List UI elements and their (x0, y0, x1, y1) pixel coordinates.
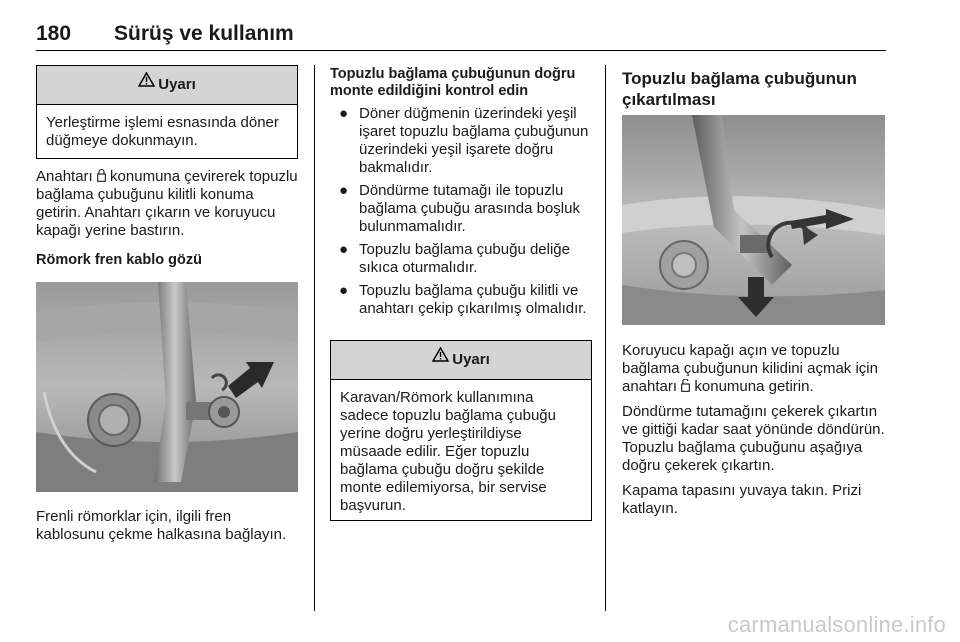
list-item: ● Döner düğmenin üzerindeki yeşil işaret topuzlu bağlama çubuğunun üzerindeki yeşil işarete doğru bakmalıdır. (339, 105, 589, 176)
header-divider (36, 50, 886, 51)
warning-text: Karavan/Römork kullanımına sadece topuzlu bağlama çubuğu yerine doğru yerleştirildiyse müsaade edilir. Eğer topuzlu bağlama çubuğu doğru şekilde monte edilemiyorsa, bir servise başvurun. (340, 389, 556, 514)
section-title: Sürüş ve kullanım (114, 22, 294, 45)
page-number: 180 (36, 22, 72, 45)
brake-cable-eye-figure (36, 282, 298, 492)
list-item: ● Topuzlu bağlama çubuğu deliğe sıkıca oturmalıdır. (339, 241, 570, 276)
unlock-key-icon (681, 379, 690, 392)
warning-title: Uyarı (452, 351, 490, 368)
removal-figure (622, 115, 885, 325)
watermark: carmanualsonline.info (727, 612, 946, 637)
warning-box-left (36, 65, 298, 159)
warning-text: Yerleştirme işlemi esnasında döner düğmeye dokunmayın. (46, 114, 279, 149)
warning-triangle-icon (138, 64, 155, 102)
list-item: ● Topuzlu bağlama çubuğu kilitli ve anahtarı çekip çıkarılmış olmalıdır. (339, 282, 587, 317)
column-divider-2 (605, 65, 606, 611)
right-text-block (622, 342, 890, 518)
list-item: ● Döndürme tutamağı ile topuzlu bağlama çubuğu arasında boşluk bulunmamalıdır. (339, 182, 580, 235)
warning-title: Uyarı (158, 76, 196, 93)
warning-box-middle (330, 340, 592, 521)
left-text-block (36, 168, 301, 269)
lock-key-icon (97, 169, 106, 182)
page-header (36, 22, 886, 52)
warning-triangle-icon (432, 339, 449, 377)
middle-text-block (330, 66, 600, 318)
removal-heading: Topuzlu bağlama çubuğunun çıkartılması (622, 69, 857, 109)
check-mount-heading: Topuzlu bağlama çubuğunun doğru monte edildiğini kontrol edin (330, 66, 576, 99)
subheading-brake-cable: Römork fren kablo gözü (36, 252, 202, 268)
cap-instruction: Kapama tapasını yuvaya takın. Prizi katlayın. (622, 482, 862, 517)
brake-cable-caption: Frenli römorklar için, ilgili fren kablosunu çekme halkasına bağlayın. (36, 508, 287, 543)
lock-instruction: Anahtarı konumuna çevirerek topuzlu bağlama çubuğunu kilitli konuma getirin. Anahtarı çıkarın ve koruyucu kapağı yerine bastırın. (36, 168, 298, 239)
check-list (330, 105, 600, 318)
warning-header (37, 66, 297, 105)
unlock-instruction: Koruyucu kapağı açın ve topuzlu bağlama çubuğunun kilidini açmak için anahtarı konumuna getirin. (622, 342, 878, 395)
warning-header (331, 341, 591, 380)
column-divider-1 (314, 65, 315, 611)
remove-instruction: Döndürme tutamağını çekerek çıkartın ve gittiği kadar saat yönünde döndürün. Topuzlu bağlama çubuğunu aşağıya doğru çekerek çıkartın. (622, 403, 885, 474)
